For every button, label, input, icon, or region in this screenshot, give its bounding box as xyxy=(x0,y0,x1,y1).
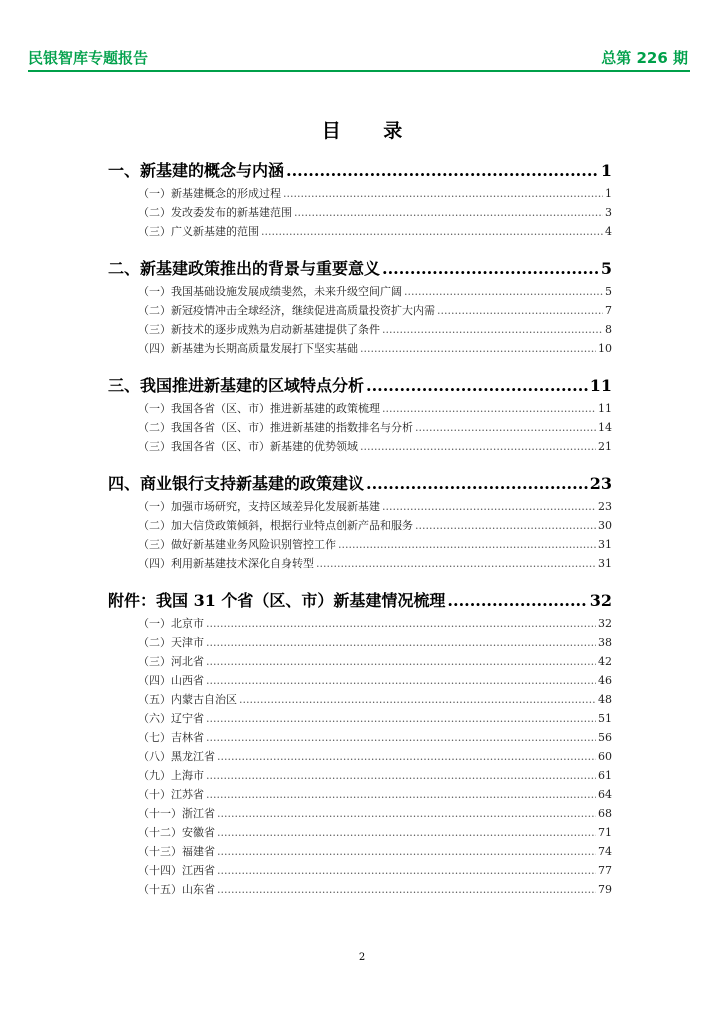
toc-entry[interactable] xyxy=(108,786,612,805)
toc-entry-page: 68 xyxy=(598,807,612,820)
toc-entry-title: （十三）福建省 xyxy=(138,845,215,858)
toc-entry[interactable] xyxy=(108,691,612,710)
toc-entry[interactable] xyxy=(108,223,612,242)
toc-entry-page: 74 xyxy=(598,845,612,858)
toc-entry[interactable] xyxy=(108,419,612,438)
leader-dots xyxy=(366,474,588,493)
toc-section[interactable] xyxy=(108,158,612,180)
toc-section[interactable] xyxy=(108,256,612,278)
leader-dots xyxy=(206,636,596,649)
toc-entry[interactable] xyxy=(108,653,612,672)
toc-section-page: 11 xyxy=(589,376,612,395)
leader-dots xyxy=(404,285,603,298)
toc-entry-title: （十二）安徽省 xyxy=(138,826,215,839)
toc-section[interactable] xyxy=(108,471,612,493)
leader-dots xyxy=(382,323,603,336)
toc-section[interactable] xyxy=(108,588,612,610)
toc-entry-title: （四）利用新基建技术深化自身转型 xyxy=(138,557,314,570)
toc-entry-page: 46 xyxy=(598,674,612,687)
toc-entry-page: 30 xyxy=(598,519,612,532)
toc-entry[interactable] xyxy=(108,185,612,204)
toc-entry[interactable] xyxy=(108,517,612,536)
leader-dots xyxy=(206,674,596,687)
leader-dots xyxy=(217,750,596,763)
toc-entry[interactable] xyxy=(108,634,612,653)
page-number: 2 xyxy=(358,952,366,963)
toc-entry[interactable] xyxy=(108,555,612,574)
toc-entry[interactable] xyxy=(108,843,612,862)
toc-entry[interactable] xyxy=(108,438,612,457)
table-of-contents xyxy=(108,158,612,900)
toc-entry[interactable] xyxy=(108,767,612,786)
toc-entry-title: （三）河北省 xyxy=(138,655,204,668)
toc-entry-title: （十五）山东省 xyxy=(138,883,215,896)
toc-title: 目 录 xyxy=(321,120,421,142)
leader-dots xyxy=(261,225,603,238)
toc-entry-page: 79 xyxy=(598,883,612,896)
toc-entry[interactable] xyxy=(108,710,612,729)
toc-entry-title: （六）辽宁省 xyxy=(138,712,204,725)
toc-entry-page: 56 xyxy=(598,731,612,744)
toc-entry[interactable] xyxy=(108,672,612,691)
toc-entry[interactable] xyxy=(108,824,612,843)
toc-section-title: 一、新基建的概念与内涵 xyxy=(108,161,285,180)
toc-section-title: 三、我国推进新基建的区域特点分析 xyxy=(108,376,365,395)
toc-entry-page: 10 xyxy=(598,342,612,355)
toc-entry-title: （三）新技术的逐步成熟为启动新基建提供了条件 xyxy=(138,323,380,336)
toc-entry-title: （一）我国基础设施发展成绩斐然，未来升级空间广阔 xyxy=(138,285,402,298)
toc-entry-title: （十）江苏省 xyxy=(138,788,204,801)
toc-entry[interactable] xyxy=(108,881,612,900)
leader-dots xyxy=(360,342,596,355)
toc-entry-page: 1 xyxy=(605,187,612,200)
leader-dots xyxy=(382,500,596,513)
leader-dots xyxy=(206,617,596,630)
toc-entry-title: （二）加大信贷政策倾斜，根据行业特点创新产品和服务 xyxy=(138,519,413,532)
toc-entry-page: 5 xyxy=(605,285,612,298)
toc-entry[interactable] xyxy=(108,321,612,340)
toc-entry[interactable] xyxy=(108,748,612,767)
toc-entry-page: 4 xyxy=(605,225,612,238)
page-header xyxy=(28,47,688,69)
header-divider xyxy=(28,70,690,72)
leader-dots xyxy=(217,883,596,896)
toc-entry-title: （十四）江西省 xyxy=(138,864,215,877)
toc-entry-title: （三）广义新基建的范围 xyxy=(138,225,259,238)
toc-entry-page: 31 xyxy=(598,557,612,570)
leader-dots xyxy=(206,712,596,725)
toc-entry-page: 8 xyxy=(605,323,612,336)
leader-dots xyxy=(239,693,596,706)
leader-dots xyxy=(286,161,599,180)
toc-entry[interactable] xyxy=(108,615,612,634)
toc-section[interactable] xyxy=(108,373,612,395)
toc-entry-title: （二）我国各省（区、市）推进新基建的指数排名与分析 xyxy=(138,421,413,434)
toc-entry-title: （二）新冠疫情冲击全球经济，继续促进高质量投资扩大内需 xyxy=(138,304,435,317)
leader-dots xyxy=(415,421,596,434)
header-issue-number: 总第 226 期 xyxy=(601,49,688,67)
toc-entry[interactable] xyxy=(108,498,612,517)
toc-entry[interactable] xyxy=(108,400,612,419)
toc-entry-title: （四）新基建为长期高质量发展打下坚实基础 xyxy=(138,342,358,355)
toc-entry-page: 14 xyxy=(598,421,612,434)
toc-entry-page: 31 xyxy=(598,538,612,551)
toc-entry-page: 38 xyxy=(598,636,612,649)
leader-dots xyxy=(206,788,596,801)
toc-entry[interactable] xyxy=(108,805,612,824)
toc-entry-title: （八）黑龙江省 xyxy=(138,750,215,763)
toc-entry-page: 77 xyxy=(598,864,612,877)
toc-section-page: 1 xyxy=(600,161,612,180)
toc-entry-title: （四）山西省 xyxy=(138,674,204,687)
leader-dots xyxy=(366,376,588,395)
leader-dots xyxy=(217,826,596,839)
leader-dots xyxy=(360,440,596,453)
header-report-name: 民银智库专题报告 xyxy=(28,49,149,67)
toc-entry-page: 42 xyxy=(598,655,612,668)
toc-entry-title: （三）做好新基建业务风险识别管控工作 xyxy=(138,538,336,551)
toc-entry-title: （五）内蒙古自治区 xyxy=(138,693,237,706)
toc-section-title: 二、新基建政策推出的背景与重要意义 xyxy=(108,259,381,278)
leader-dots xyxy=(206,769,596,782)
toc-entry-title: （一）北京市 xyxy=(138,617,204,630)
toc-entry-title: （二）发改委发布的新基建范围 xyxy=(138,206,292,219)
leader-dots xyxy=(206,731,596,744)
leader-dots xyxy=(294,206,603,219)
toc-entry-page: 21 xyxy=(598,440,612,453)
toc-entry-page: 11 xyxy=(598,402,612,415)
leader-dots xyxy=(217,845,596,858)
leader-dots xyxy=(382,259,599,278)
leader-dots xyxy=(415,519,596,532)
toc-entry[interactable] xyxy=(108,283,612,302)
toc-entry-title: （九）上海市 xyxy=(138,769,204,782)
toc-entry[interactable] xyxy=(108,204,612,223)
toc-entry-page: 51 xyxy=(598,712,612,725)
toc-entry-page: 7 xyxy=(605,304,612,317)
toc-entry-page: 32 xyxy=(598,617,612,630)
leader-dots xyxy=(382,402,596,415)
toc-section-title: 附件：我国 31 个省（区、市）新基建情况梳理 xyxy=(108,591,446,610)
toc-entry-page: 48 xyxy=(598,693,612,706)
toc-entry[interactable] xyxy=(108,536,612,555)
toc-section-title: 四、商业银行支持新基建的政策建议 xyxy=(108,474,365,493)
leader-dots xyxy=(217,807,596,820)
toc-entry[interactable] xyxy=(108,729,612,748)
toc-section-page: 23 xyxy=(589,474,612,493)
toc-entry[interactable] xyxy=(108,302,612,321)
toc-entry-page: 71 xyxy=(598,826,612,839)
leader-dots xyxy=(283,187,603,200)
toc-entry-title: （三）我国各省（区、市）新基建的优势领域 xyxy=(138,440,358,453)
toc-entry-title: （十一）浙江省 xyxy=(138,807,215,820)
toc-entry-title: （一）新基建概念的形成过程 xyxy=(138,187,281,200)
toc-entry-page: 23 xyxy=(598,500,612,513)
leader-dots xyxy=(217,864,596,877)
toc-entry-page: 61 xyxy=(598,769,612,782)
toc-entry-page: 64 xyxy=(598,788,612,801)
toc-entry[interactable] xyxy=(108,862,612,881)
leader-dots xyxy=(316,557,596,570)
toc-section-page: 5 xyxy=(600,259,612,278)
toc-entry-page: 3 xyxy=(605,206,612,219)
leader-dots xyxy=(338,538,596,551)
leader-dots xyxy=(437,304,603,317)
leader-dots xyxy=(206,655,596,668)
toc-section-page: 32 xyxy=(589,591,612,610)
toc-entry-title: （七）吉林省 xyxy=(138,731,204,744)
toc-entry-page: 60 xyxy=(598,750,612,763)
toc-entry-title: （一）加强市场研究，支持区域差异化发展新基建 xyxy=(138,500,380,513)
toc-entry-title: （一）我国各省（区、市）推进新基建的政策梳理 xyxy=(138,402,380,415)
toc-entry[interactable] xyxy=(108,340,612,359)
toc-entry-title: （二）天津市 xyxy=(138,636,204,649)
leader-dots xyxy=(447,591,587,610)
